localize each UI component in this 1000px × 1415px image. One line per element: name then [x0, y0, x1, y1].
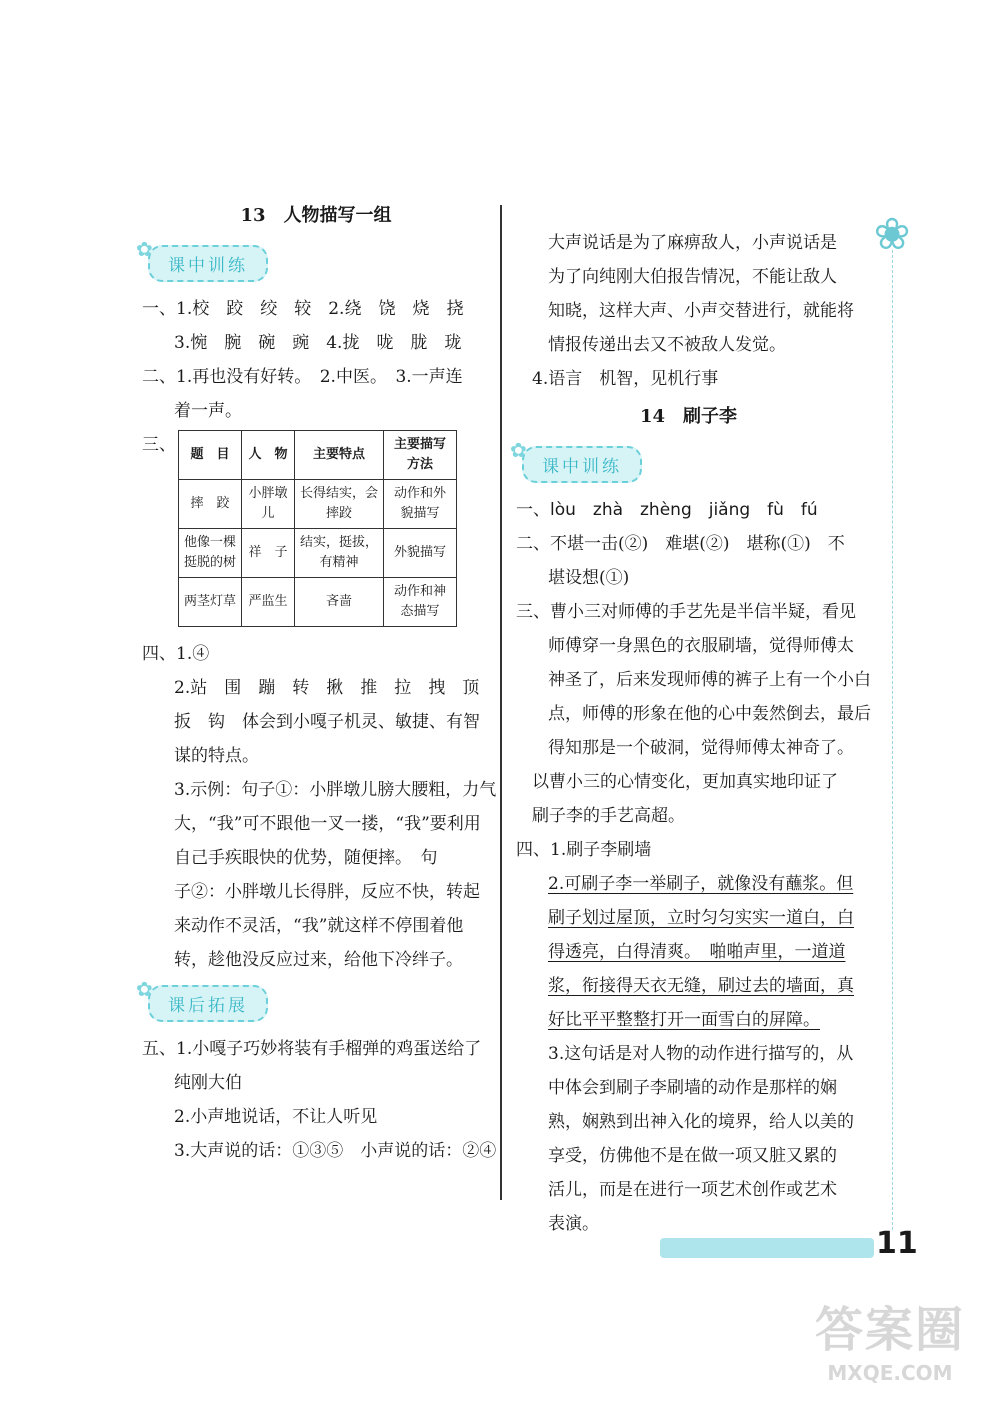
- table-header-cell: 主要描写方法: [384, 431, 457, 480]
- answer-line: 自己手疾眼快的优势，随便摔。 句: [174, 848, 438, 868]
- table-header-cell: 人 物: [242, 431, 295, 480]
- underlined-line: 好比平平整整打开一面雪白的屏障。: [548, 1010, 820, 1030]
- answer-line: 三、曹小三对师傅的手艺先是半信半疑，看见: [516, 602, 856, 622]
- answer-line: 3.惋 腕 碗 豌 4.拢 咙 胧 珑: [174, 333, 462, 353]
- watermark-logo: [800, 1300, 980, 1400]
- table-cell: 祥 子: [242, 529, 295, 578]
- section-badge-after-class: [136, 977, 268, 1022]
- answer-line: 四、1.④: [142, 644, 210, 664]
- answer-line: 情报传递出去又不被敌人发觉。: [548, 335, 786, 355]
- flower-icon: ✿: [136, 237, 156, 261]
- table-cell: 动作和外貌描写: [384, 480, 457, 529]
- answer-line: 熟，娴熟到出神入化的境界，给人以美的: [548, 1112, 854, 1132]
- answer-line: 纯刚大伯: [174, 1073, 242, 1093]
- table-cell: 长得结实，会摔跤: [295, 480, 384, 529]
- flower-icon: ✿: [510, 438, 530, 462]
- watermark-url: MXQE.COM: [827, 1361, 953, 1385]
- table-cell: 两茎灯草: [179, 578, 242, 627]
- table-cell: 外貌描写: [384, 529, 457, 578]
- table-cell: 摔 跤: [179, 480, 242, 529]
- column-divider: [500, 205, 502, 1200]
- table-row: [179, 529, 457, 578]
- answer-line: 大声说话是为了麻痹敌人，小声说话是: [548, 233, 837, 253]
- section-badge-in-class: [510, 438, 642, 483]
- table-header-cell: 主要特点: [295, 431, 384, 480]
- badge-label: 课后拓展: [168, 996, 248, 1016]
- table-header-cell: 题 目: [179, 431, 242, 480]
- answer-line: 为了向纯刚大伯报告情况，不能让敌人: [548, 267, 837, 287]
- answer-line: 活儿，而是在进行一项艺术创作或艺术: [548, 1180, 837, 1200]
- badge-label: 课中训练: [542, 457, 622, 477]
- answer-line: 堪设想(①): [548, 568, 630, 588]
- table-cell: 吝啬: [295, 578, 384, 627]
- question-3-block: [142, 430, 490, 627]
- answer-line: 二、不堪一击(②) 难堪(②) 堪称(①) 不: [516, 534, 845, 554]
- answer-line: 刷子李的手艺高超。: [532, 806, 685, 826]
- table-cell: 结实，挺拔，有精神: [295, 529, 384, 578]
- answer-line: 谋的特点。: [174, 746, 259, 766]
- answer-line: 二、1.再也没有好转。 2.中医。 3.一声连: [142, 367, 463, 387]
- underlined-line: 浆，衔接得天衣无缝，刷过去的墙面，真: [548, 976, 854, 996]
- footer-bar: [660, 1238, 874, 1258]
- answer-line: 着一声。: [174, 401, 242, 421]
- answer-line: 转，趁他没反应过来，给他下冷绊子。: [174, 950, 463, 970]
- answer-line: 3.这句话是对人物的动作进行描写的，从: [548, 1044, 854, 1064]
- table-row: [179, 480, 457, 529]
- answer-line: 大，“我”可不跟他一叉一搂，“我”要利用: [174, 814, 481, 834]
- answer-line: 2.小声地说话，不让人听见: [174, 1107, 378, 1127]
- underlined-line: 得透亮，白得清爽。 啪啪声里，一道道: [548, 942, 846, 962]
- answer-line: 师傅穿一身黑色的衣服刷墙，觉得师傅太: [548, 636, 854, 656]
- answer-line: 五、1.小嘎子巧妙将装有手榴弹的鸡蛋送给了: [142, 1039, 482, 1059]
- answer-line: 一、1.校 跤 绞 较 2.绕 饶 烧 挠: [142, 299, 464, 319]
- answer-line: 得知那是一个破洞，觉得师傅太神奇了。: [548, 738, 854, 758]
- flower-icon: ✿: [136, 977, 156, 1001]
- pinyin-answer-line: 一、lòu zhà zhèng jiǎng fù fú: [516, 500, 818, 520]
- character-table: [178, 430, 457, 627]
- answer-line: 3.大声说的话：①③⑤ 小声说的话：②④: [174, 1141, 497, 1161]
- table-cell: 小胖墩儿: [242, 480, 295, 529]
- answer-line: 中体会到刷子李刷墙的动作是那样的娴: [548, 1078, 837, 1098]
- section-badge-in-class: [136, 237, 268, 282]
- answer-line: 扳 钩 体会到小嘎子机灵、敏捷、有智: [174, 712, 480, 732]
- table-header-row: [179, 431, 457, 480]
- answer-line: 四、1.刷子李刷墙: [516, 840, 652, 860]
- answer-line: 知晓，这样大声、小声交替进行，就能将: [548, 301, 854, 321]
- answer-line: 2.站 围 蹦 转 揪 推 拉 拽 顶: [174, 678, 480, 698]
- watermark-text: 答案圈: [814, 1302, 965, 1358]
- badge-label: 课中训练: [168, 256, 248, 276]
- table-cell: 动作和神态描写: [384, 578, 457, 627]
- table-cell: 他像一棵挺脱的树: [179, 529, 242, 578]
- answer-line: 享受，仿佛他不是在做一项又脏又累的: [548, 1146, 837, 1166]
- answer-line: 表演。: [548, 1214, 599, 1234]
- underlined-line: 2.可刷子李一举刷子，就像没有蘸浆。但: [548, 874, 854, 894]
- lesson-14-title: 14 刷子李: [639, 406, 738, 427]
- answer-line: 点，师傅的形象在他的心中轰然倒去，最后: [548, 704, 871, 724]
- margin-rule: [892, 250, 894, 1230]
- decorative-flower-icon: ❀: [873, 209, 911, 260]
- answer-line: 子②：小胖墩儿长得胖，反应不快，转起: [174, 882, 480, 902]
- answer-line: 4.语言 机智，见机行事: [532, 369, 719, 389]
- answer-line: 3.示例：句子①：小胖墩儿膀大腰粗，力气: [174, 780, 497, 800]
- right-column: [510, 226, 871, 1241]
- table-row: [179, 578, 457, 627]
- answer-line: 以曹小三的心情变化，更加真实地印证了: [532, 772, 838, 792]
- answer-line: 神圣了，后来发现师傅的裤子上有一个小白: [548, 670, 871, 690]
- question-3-label: 三、: [142, 435, 176, 455]
- left-column: [136, 195, 497, 1168]
- table-cell: 严监生: [242, 578, 295, 627]
- underlined-line: 刷子划过屋顶，立时匀匀实实一道白，白: [548, 908, 854, 928]
- answer-line: 来动作不灵活，“我”就这样不停围着他: [174, 916, 464, 936]
- lesson-13-title: 13 人物描写一组: [240, 205, 392, 226]
- page-number: 11: [876, 1226, 918, 1261]
